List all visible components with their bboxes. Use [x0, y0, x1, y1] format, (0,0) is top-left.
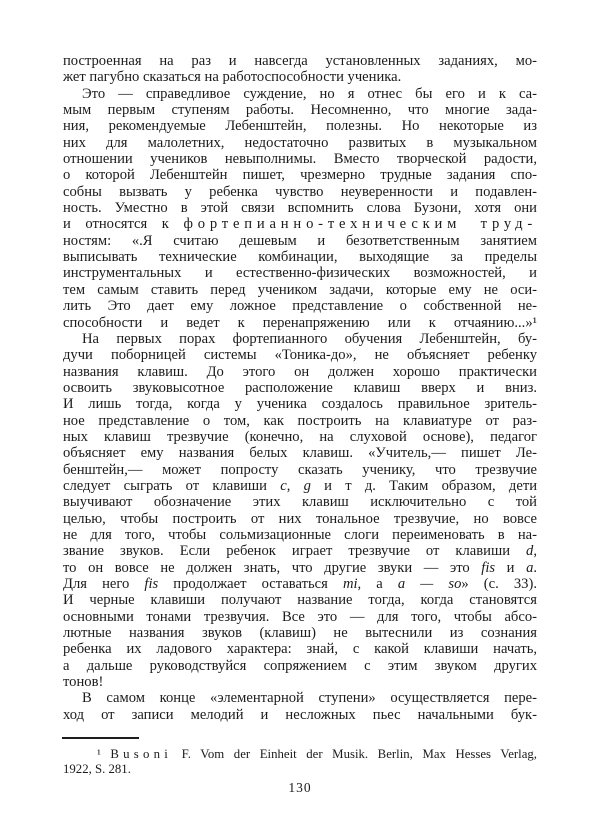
- text-line: ¹ Busoni F. Vom der Einheit der Musik. Berlin, Max Hesses Verlag,: [97, 747, 537, 761]
- text-line: дучи поборницей системы «Тоника-до», не объясняет ребенку: [63, 347, 537, 364]
- text-line: Это — справедливое суждение, но я отнес бы его и к са-: [82, 85, 537, 102]
- text-line: названия клавиш. До этого он должен хорошо практически: [63, 363, 537, 380]
- text-line: освоить звуковысотное расположение клавиш вверх и вниз.: [63, 379, 537, 396]
- text-line: о которой Лебенштейн пишет, чрезмерно трудные задания спо-: [63, 167, 537, 184]
- text-line: ное представление о том, как построить на клавиатуре от раз-: [63, 412, 537, 429]
- text-line: ния, рекомендуемые Лебенштейн, полезны. Но некоторые из: [63, 118, 537, 135]
- text-line: ход от записи мелодий и несложных пьес начальными бук-: [63, 706, 537, 723]
- text-line: бенштейн,— может попросту сказать ученику, что трезвучие: [63, 461, 537, 478]
- text-line: На первых порах фортепианного обучения Лебенштейн, бу-: [82, 330, 537, 347]
- text-line: ных клавиш трезвучие (конечно, на слуховой основе), педагог: [63, 428, 537, 445]
- footnote-rule: [62, 737, 139, 739]
- text-line: них для малолетних, недостаточно развитых в музыкальном: [63, 134, 537, 151]
- text-line: ностям: «.Я считаю дешевым и безответственным занятием: [63, 232, 537, 249]
- text-line: мым первым ступеням работы. Несомненно, что многие зада-: [63, 102, 537, 119]
- text-line: то он вовсе не должен знать, что другие звуки — это fis и a.: [63, 559, 538, 576]
- text-line: построенная на раз и навсегда установленных заданиях, мо-: [63, 53, 537, 69]
- text-line: И черные клавиши получают название тогда, когда становятся: [63, 592, 537, 609]
- footnote: [63, 747, 537, 777]
- text-line: ность. Уместно в этой связи вспомнить слова Бузони, хотя они: [63, 200, 537, 217]
- text-line: выучивают обозначение этих клавиш исключительно с той: [63, 494, 537, 511]
- text-line: отношении учеников невыполнимы. Вместо творческой радости,: [63, 151, 537, 168]
- text-line: тонов!: [63, 674, 104, 691]
- text-line: жет пагубно сказаться на работоспособности ученика.: [63, 69, 402, 86]
- text-line: 1922, S. 281.: [63, 761, 131, 776]
- text-line: не для того, чтобы сольмизационные слоги переименовать в на-: [63, 526, 537, 543]
- text-line: целью, чтобы построить от них тональное трезвучие, но вовсе: [63, 510, 537, 527]
- text-line: лютные названия звуков (клавиш) не вытеснили из сознания: [63, 625, 537, 642]
- text-line: И лишь тогда, когда у ученика создалось правильное зритель-: [63, 396, 537, 413]
- text-line: выписывать технические комбинации, выходящие за пределы: [63, 249, 537, 266]
- text-line: объясняет ему названия белых клавиш. «Учитель,— пишет Ле-: [63, 445, 537, 462]
- text-line: способности и ведет к перенапряжению или к отчаянию...»¹: [63, 314, 537, 331]
- text-line: следует сыграть от клавиши c, g и т д. Таким образом, дети: [63, 477, 538, 494]
- text-line: Для него fis продолжает оставаться mi, а a — so» (с. 33).: [63, 576, 537, 592]
- text-line: основными тонами трезвучия. Все это — для того, чтобы абсо-: [63, 608, 537, 625]
- text-line: В самом конце «элементарной ступени» осуществляется пере-: [82, 690, 537, 707]
- text-line: собны вызвать у ребенка чувство неуверенности и подавлен-: [63, 183, 537, 200]
- page-text: [63, 53, 537, 723]
- page-number: 130: [288, 780, 312, 795]
- text-line: а дальше руководствуйся сопряжением с этим звуком других: [63, 657, 537, 674]
- text-line: тем самым ставить перед учеником задачи, которые ему не оси-: [63, 281, 537, 298]
- text-line: лить Это дает ему ложное представление о собственной не-: [63, 298, 537, 315]
- text-line: звание звуков. Если ребенок играет трезвучие от клавиши d,: [63, 543, 537, 560]
- text-line: и относятся к фортепианно-техническим труд-: [63, 216, 538, 233]
- text-line: инструментальных и естественно-физических возможностей, и: [63, 265, 537, 282]
- text-line: ребенка их ладового характера: знай, с какой клавиши начать,: [63, 641, 537, 658]
